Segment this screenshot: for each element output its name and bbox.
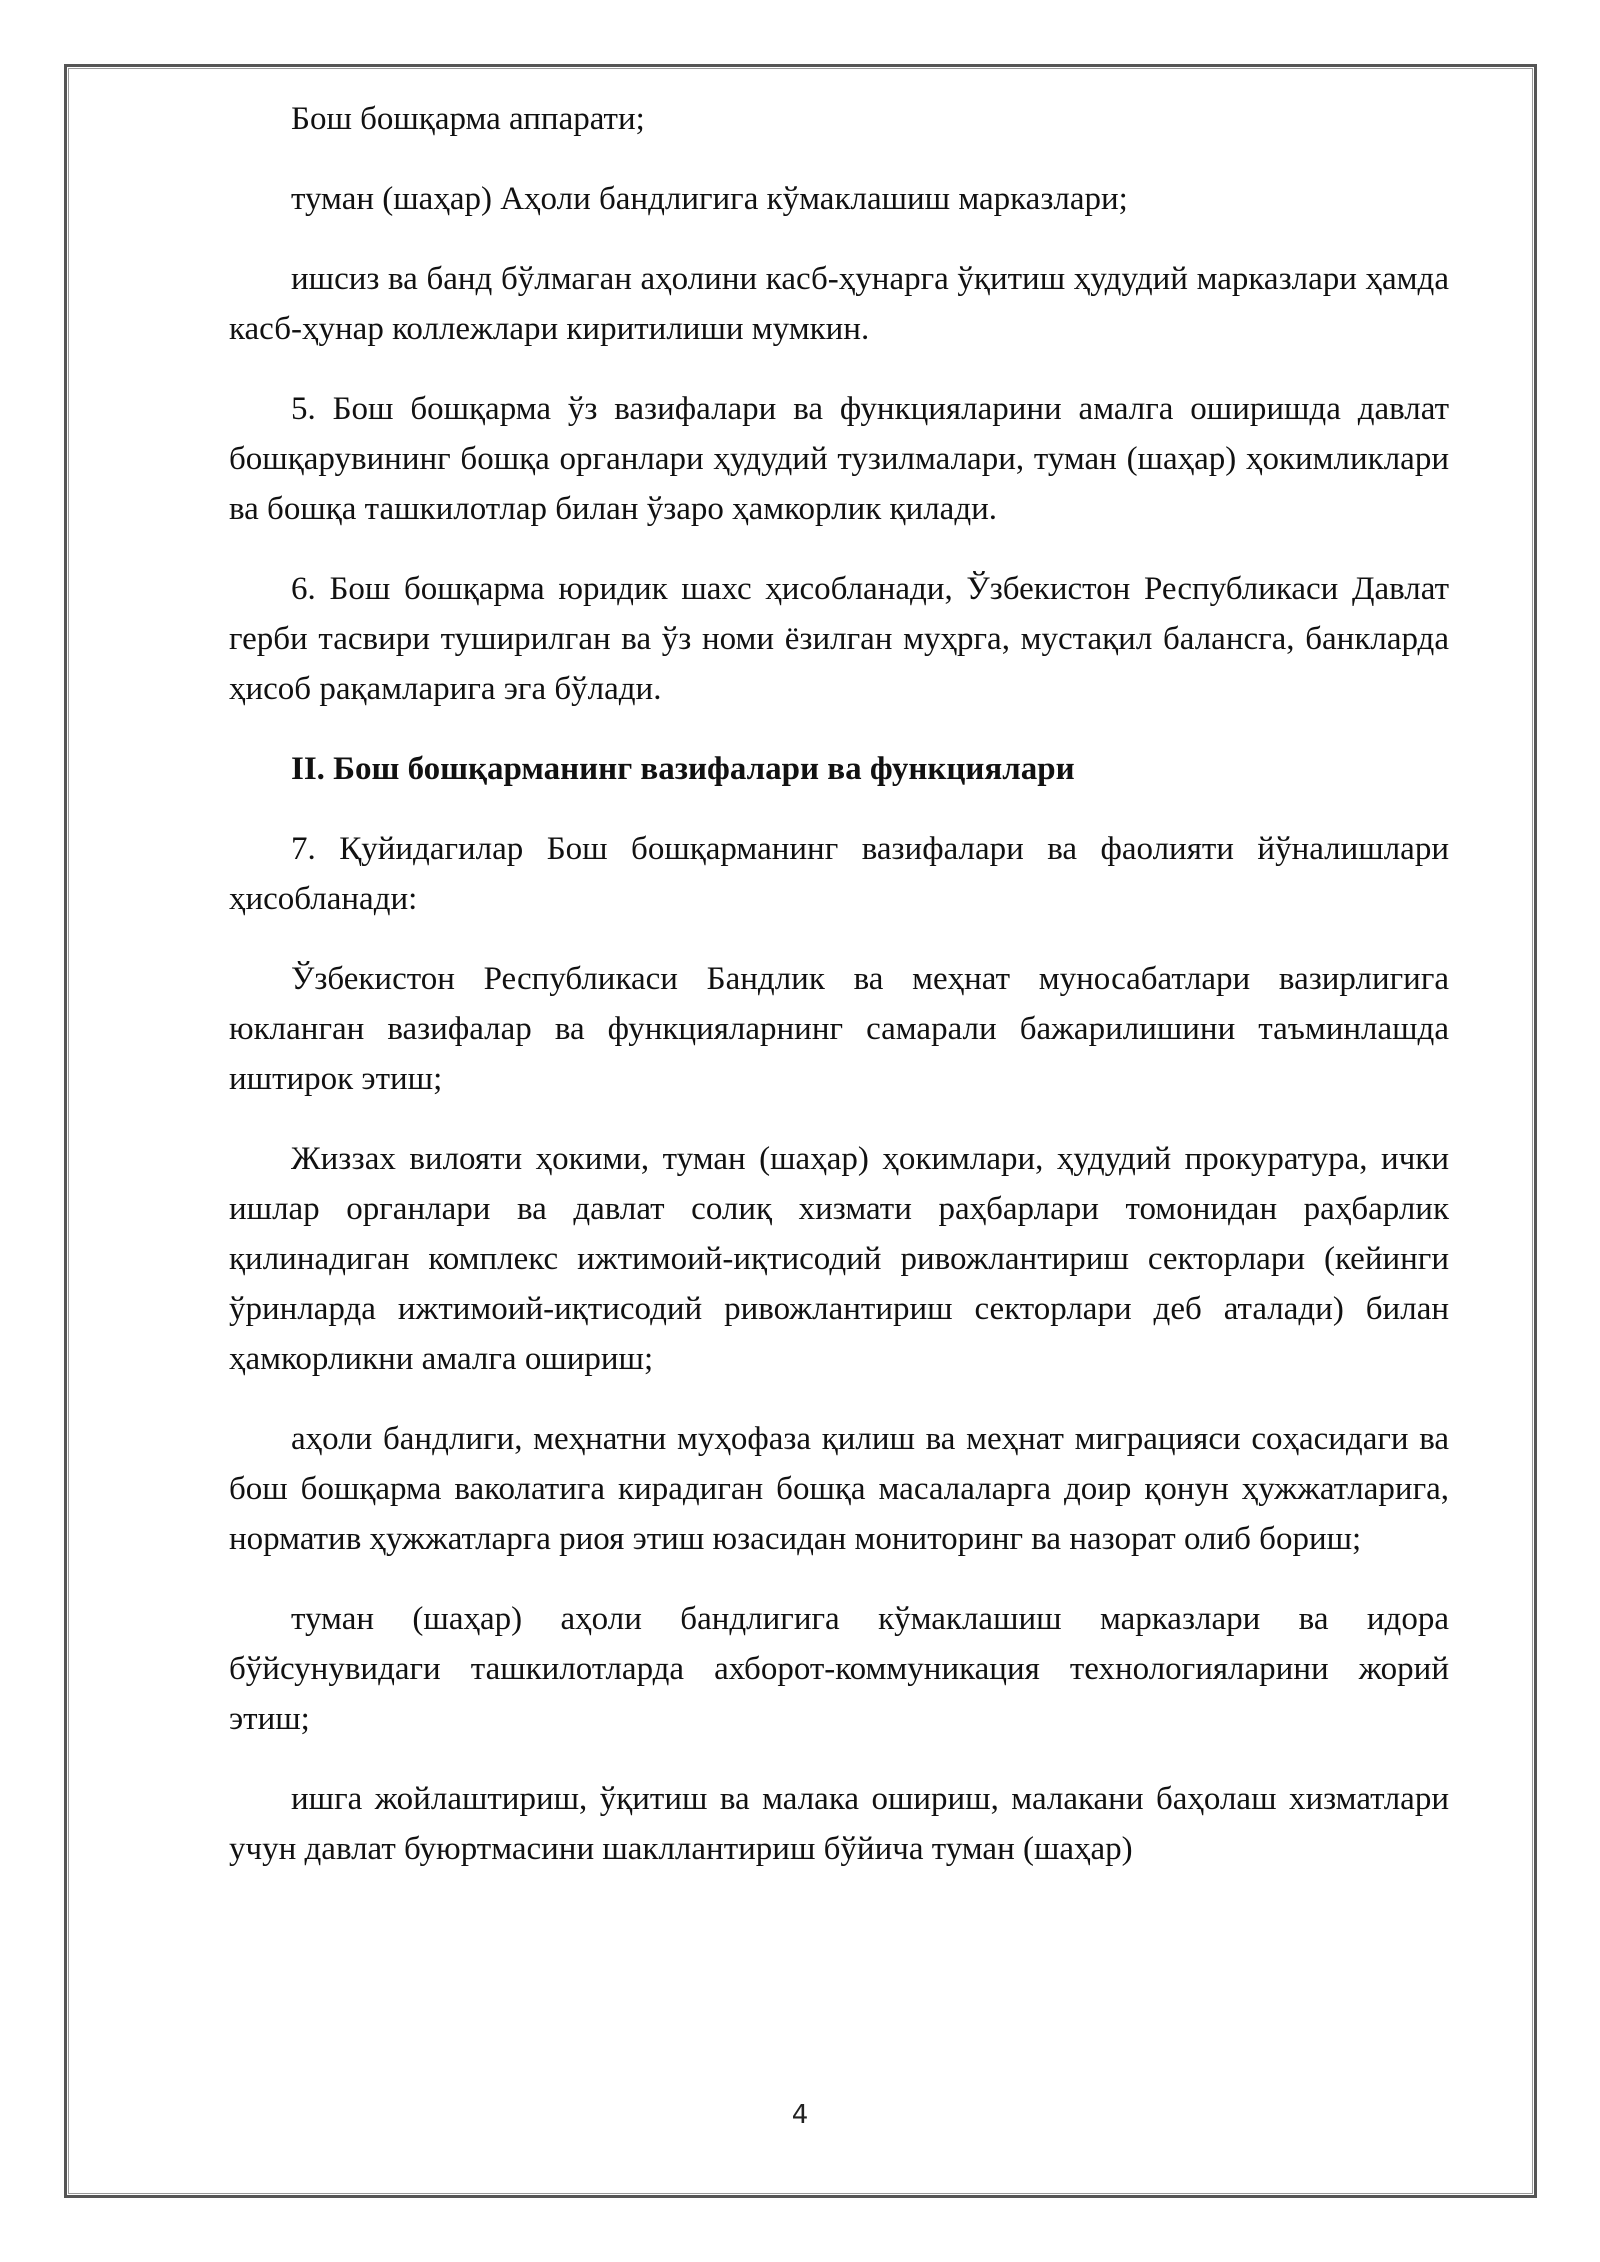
paragraph-sector-cooperation: Жиззах вилояти ҳокими, туман (шаҳар) ҳокимлари, ҳудудий прокуратура, ички ишлар органлари ва давлат солиқ хизмати раҳбарлари томонидан раҳбарлик қилинадиган комплекс ижтимоий-иқтисодий ривожлантириш секторлари (кейинги ўринларда ижтимоий-иқтисодий ривожлантириш секторлари деб аталади) билан ҳамкорликни амалга ошириш; [229,1141,1449,1377]
paragraph-training-centers: ишсиз ва банд бўлмаган аҳолини касб-ҳунарга ўқитиш ҳудудий марказлари ҳамда касб-ҳунар коллежлари киритилиши мумкин. [229,261,1449,347]
paragraph-state-order: ишга жойлаштириш, ўқитиш ва малака ошириш, малакани баҳолаш хизматлари учун давлат буюртмасини шакллантириш бўйича туман (шаҳар) [229,1781,1449,1867]
paragraph-apparatus: Бош бошқарма аппарати; [291,101,645,137]
paragraph-item-7: 7. Қуйидагилар Бош бошқарманинг вазифалари ва фаолияти йўналишлари ҳисобланади: [229,831,1449,917]
paragraph-ministry-tasks: Ўзбекистон Республикаси Бандлик ва меҳнат муносабатлари вазирлигига юкланган вазифалар ва функцияларнинг самарали бажарилишини таъминлашда иштирок этиш; [229,961,1449,1097]
paragraph-item-5: 5. Бош бошқарма ўз вазифалари ва функцияларини амалга оширишда давлат бошқарувининг бошқа органлари ҳудудий тузилмалари, туман (шаҳар) ҳокимликлари ва бошқа ташкилотлар билан ўзаро ҳамкорлик қилади. [229,391,1449,527]
paragraph-ict: туман (шаҳар) аҳоли бандлигига кўмаклашиш марказлари ва идора бўйсунувидаги ташкилотларда ахборот-коммуникация технологияларини жорий этиш; [229,1601,1449,1737]
paragraph-monitoring: аҳоли бандлиги, меҳнатни муҳофаза қилиш ва меҳнат миграцияси соҳасидаги ва бош бошқарма ваколатига кирадиган бошқа масалаларга доир қонун ҳужжатларига, норматив ҳужжатларга риоя этиш юзасидан мониторинг ва назорат олиб бориш; [229,1421,1449,1557]
paragraph-item-6: 6. Бош бошқарма юридик шахс ҳисобланади, Ўзбекистон Республикаси Давлат герби тасвири туширилган ва ўз номи ёзилган муҳрга, мустақил балансга, банкларда ҳисоб рақамларига эга бўлади. [229,571,1449,707]
section-heading: II. Бош бошқарманинг вазифалари ва функциялари [291,751,1075,787]
paragraph-district-centers: туман (шаҳар) Аҳоли бандлигига кўмаклашиш марказлари; [291,181,1128,217]
page-number: 4 [791,2100,809,2130]
document-body [229,94,1449,1904]
